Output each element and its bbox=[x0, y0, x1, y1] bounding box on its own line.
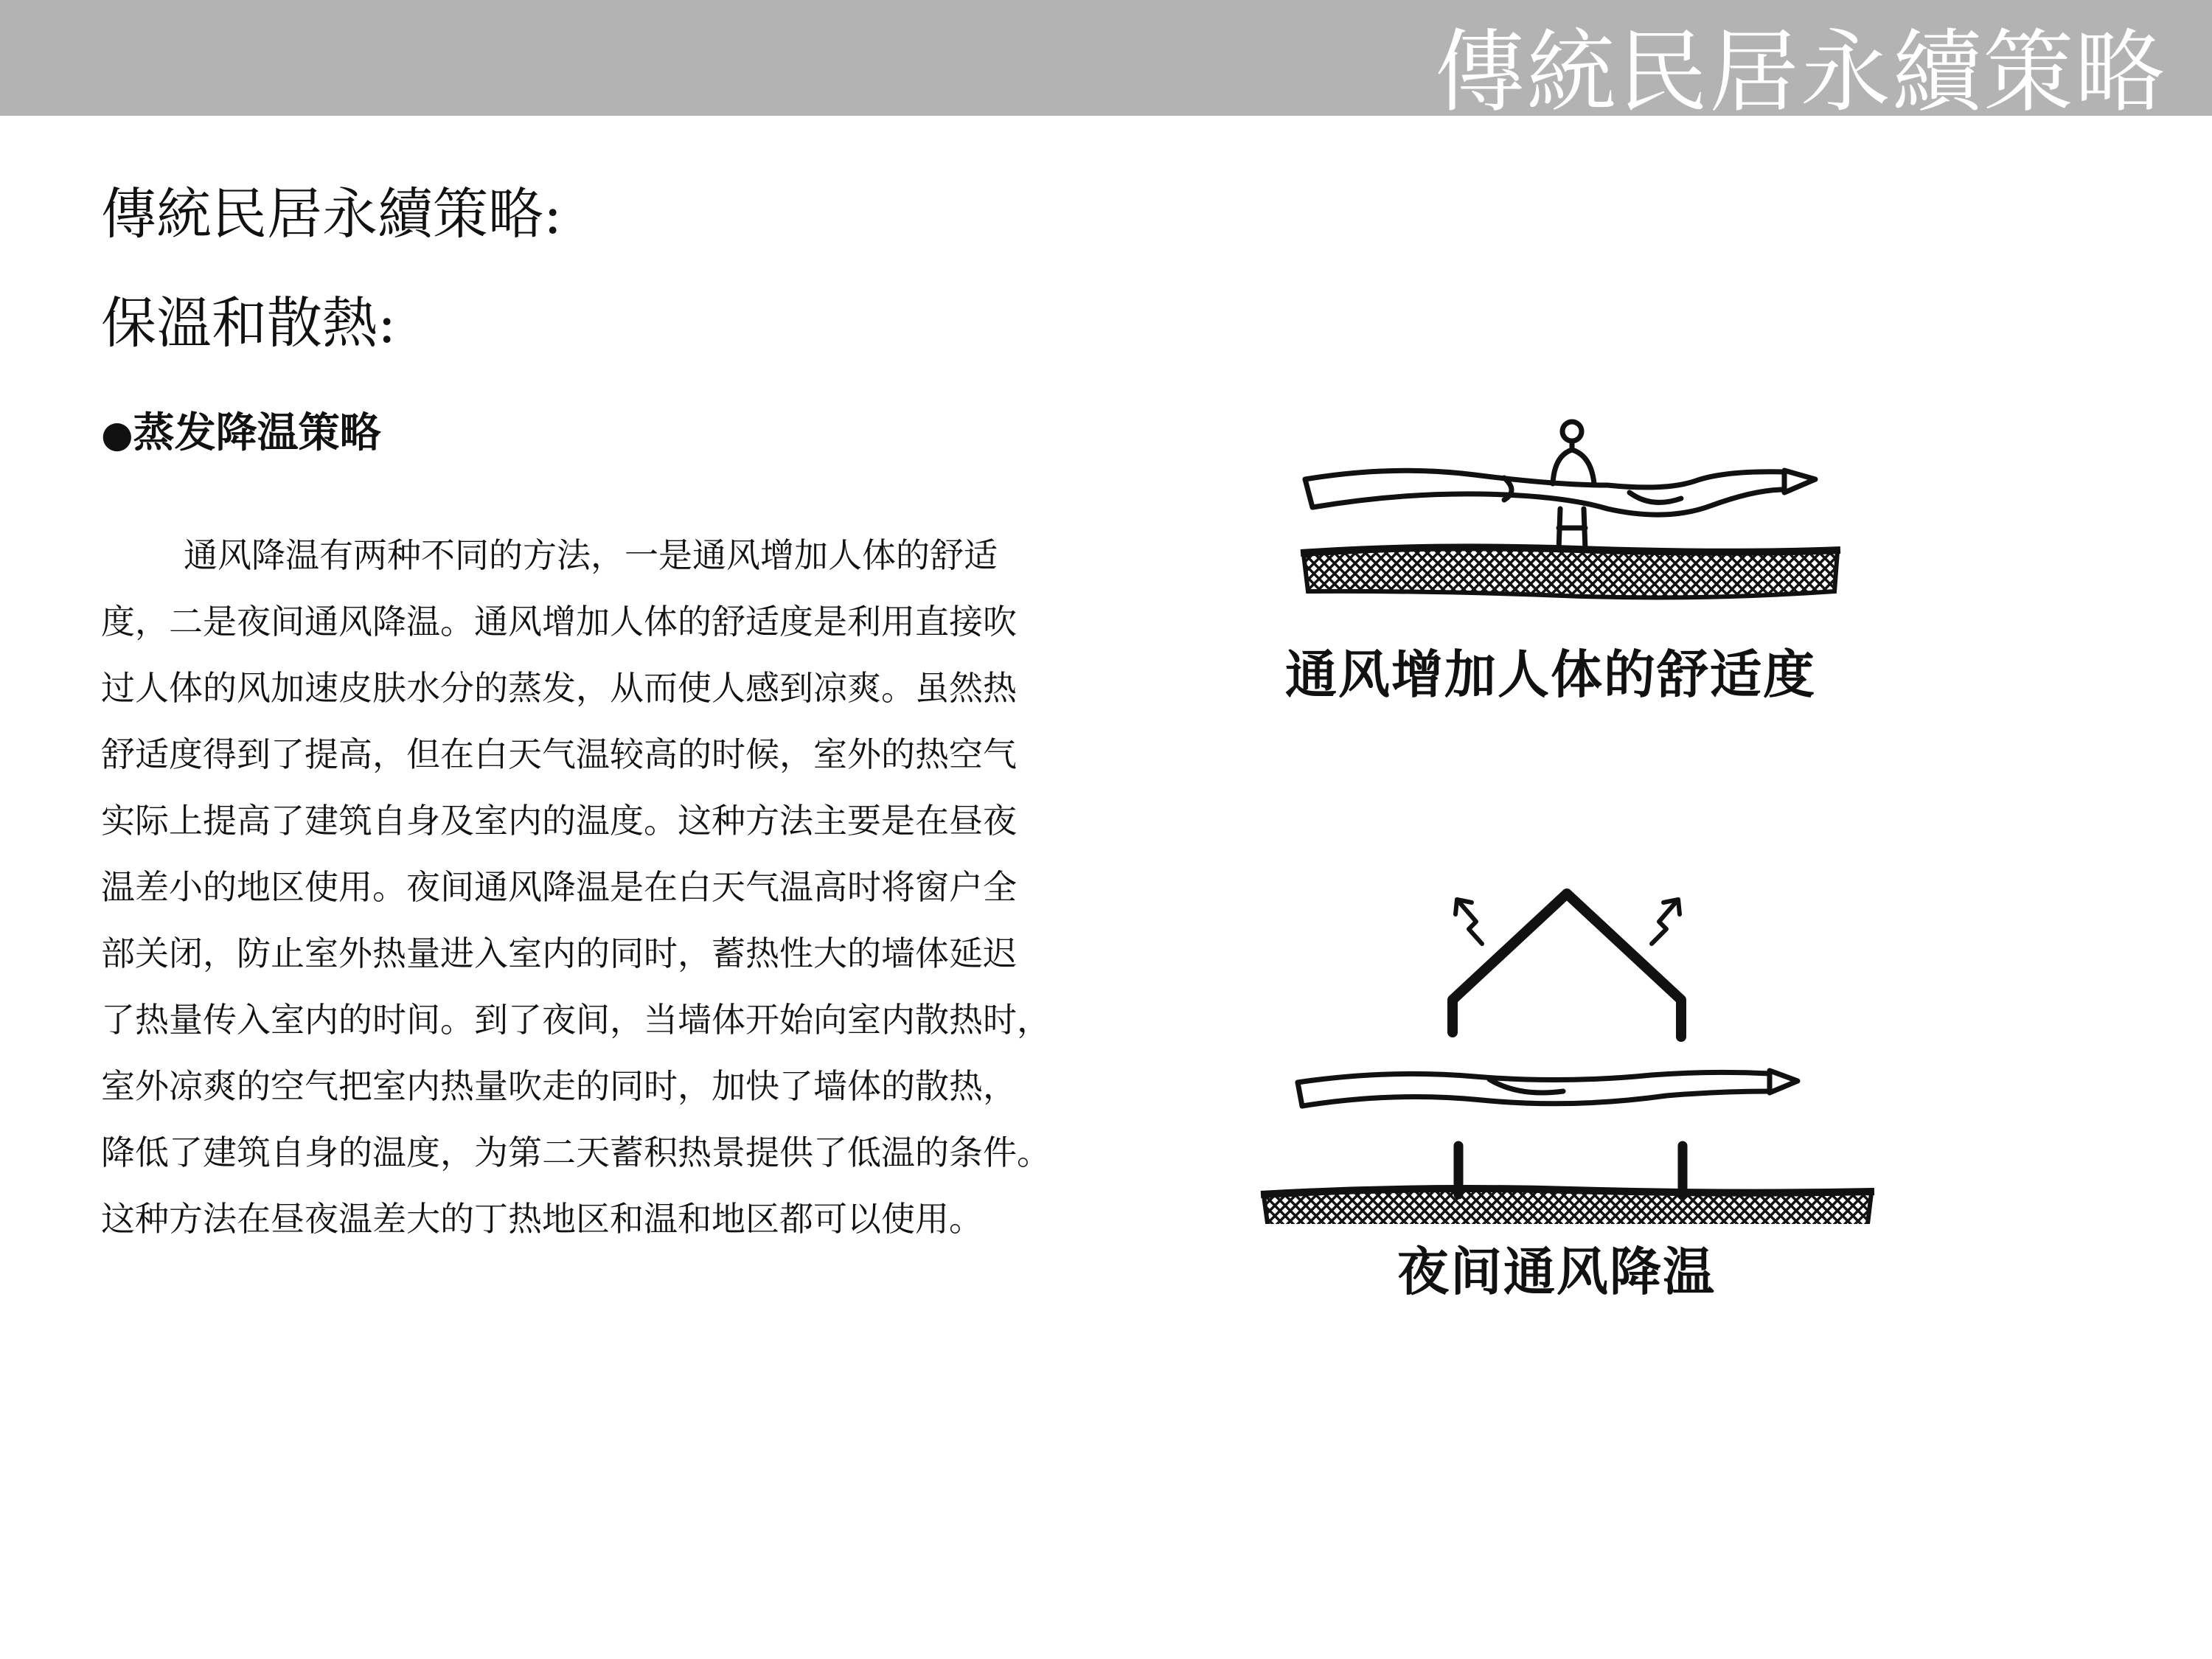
body-line: 通风降温有两种不同的方法，一是通风增加人体的舒适 bbox=[184, 535, 998, 575]
body-line: 舒适度得到了提高，但在白天气温较高的时候，室外的热空气 bbox=[101, 734, 1017, 774]
night-ventilation-illustration bbox=[1239, 870, 1902, 1224]
body-line: 度，二是夜间通风降温。通风增加人体的舒适度是利用直接吹 bbox=[101, 602, 1017, 641]
page-subtitle: 保溫和散熱: bbox=[101, 291, 397, 355]
header-band bbox=[0, 0, 2212, 125]
body-line: 降低了建筑自身的温度，为第二天蓄积热景提供了低温的条件。 bbox=[101, 1133, 1051, 1172]
section-heading-text: 蒸发降温策略 bbox=[133, 409, 381, 457]
caption-ventilation-comfort: 通风增加人体的舒适度 bbox=[1285, 644, 1816, 705]
body-line: 过人体的风加速皮肤水分的蒸发，从而使人感到凉爽。虽然热 bbox=[101, 668, 1017, 708]
body-line: 部关闭，防止室外热量进入室内的同时，蓄热性大的墙体延迟 bbox=[101, 933, 1017, 973]
wind-arrow-icon bbox=[1298, 1071, 1798, 1106]
house-roof-icon bbox=[1453, 894, 1681, 1037]
heat-escape-arrow-icon bbox=[1455, 900, 1680, 944]
page-title: 傳統民居永續策略: bbox=[101, 181, 563, 246]
header-title: 傳統民居永續策略 bbox=[1435, 20, 2166, 125]
body-line: 温差小的地区使用。夜间通风降温是在白天气温高时将窗户全 bbox=[101, 867, 1017, 907]
body-paragraph bbox=[101, 522, 1133, 1252]
body-line: 了热量传入室内的时间。到了夜间，当墙体开始向室内散热时， bbox=[101, 1000, 1051, 1040]
caption-night-ventilation: 夜间通风降温 bbox=[1397, 1242, 1716, 1302]
body-line: 室外凉爽的空气把室内热量吹走的同时，加快了墙体的散热， bbox=[101, 1066, 1017, 1106]
body-line: 实际上提高了建筑自身及室内的温度。这种方法主要是在昼夜 bbox=[101, 801, 1017, 841]
ventilation-comfort-illustration bbox=[1283, 398, 1858, 619]
section-heading bbox=[101, 404, 381, 464]
ground-hatch bbox=[1304, 549, 1837, 597]
bullet-icon: ● bbox=[101, 413, 133, 456]
body-line: 这种方法在昼夜温差大的丁热地区和温和地区都可以使用。 bbox=[101, 1199, 983, 1239]
